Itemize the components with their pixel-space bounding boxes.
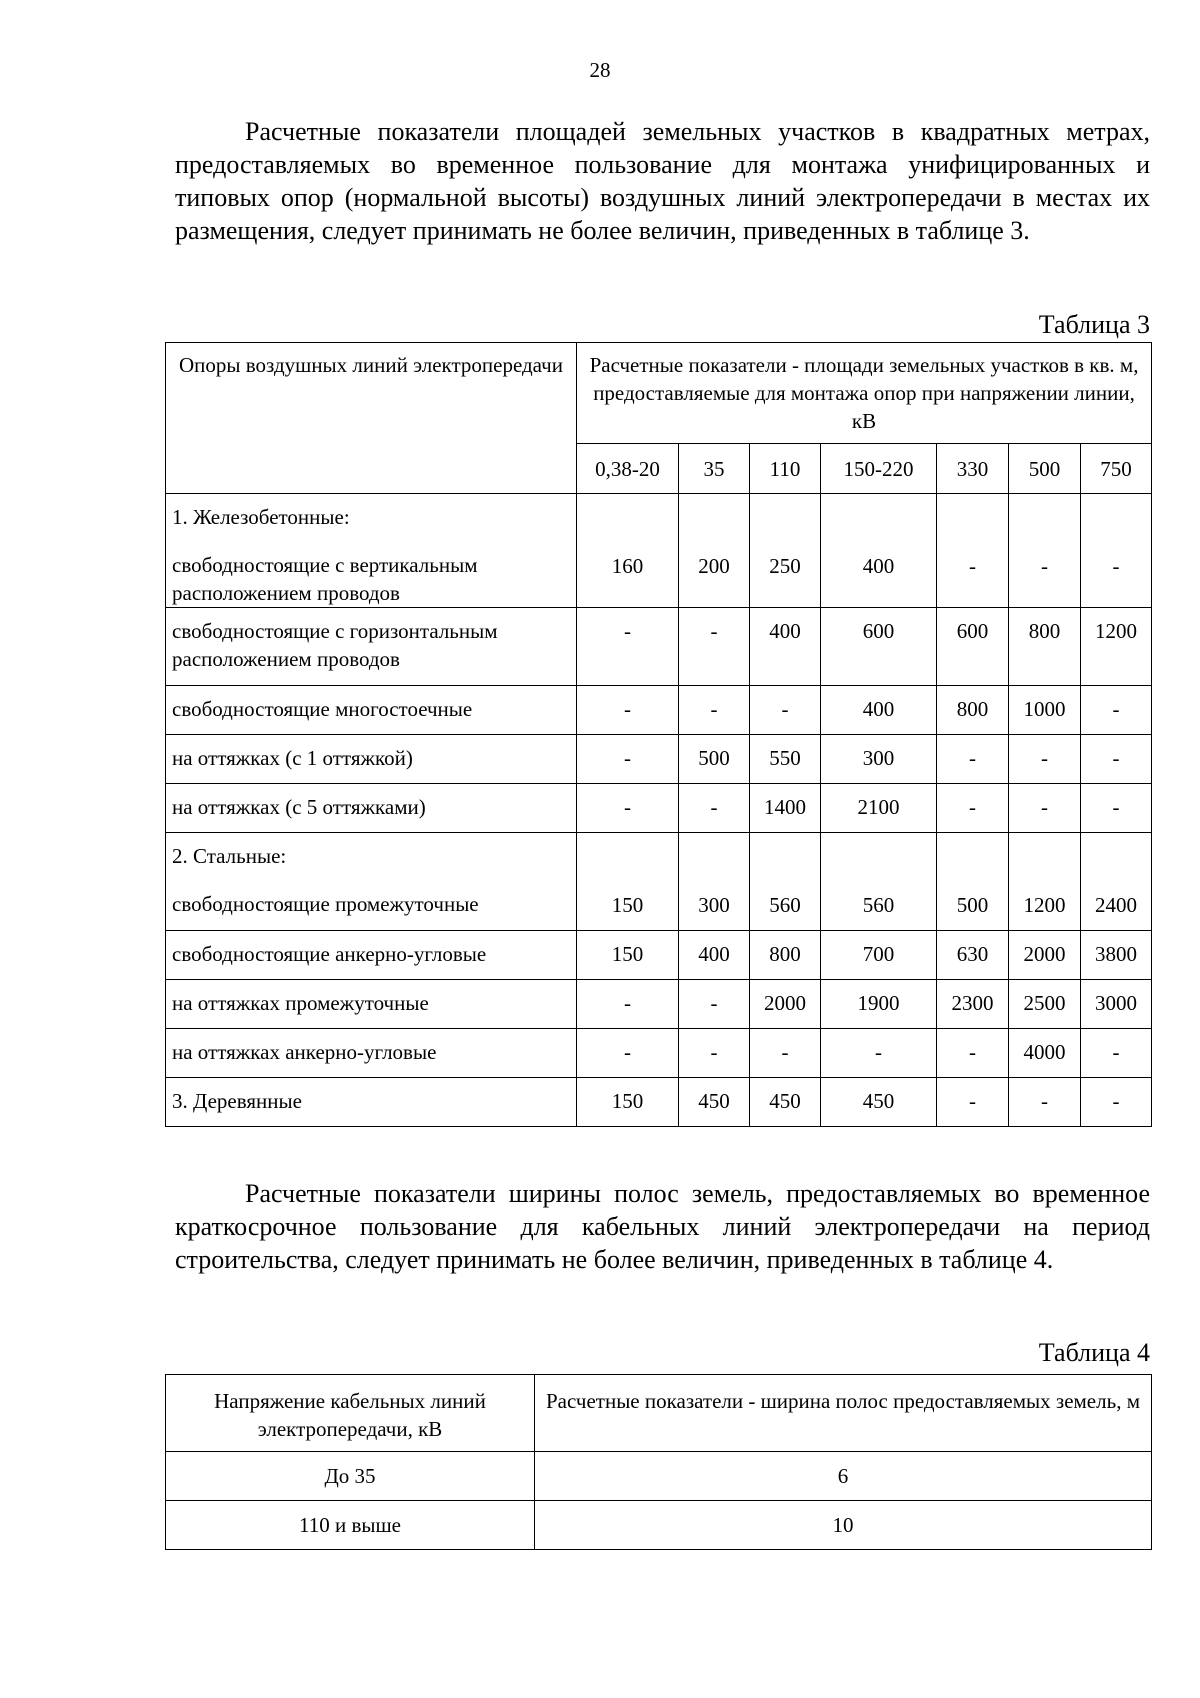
table3-header-indicators: Расчетные показатели - площади земельных участков в кв. м, предоставляемые для монтажа опор при напряжении линии, кВ	[577, 343, 1152, 444]
row-label: свободностоящие многостоечные	[166, 686, 577, 735]
value-cell: 1200	[1009, 833, 1081, 931]
value-cell: 200	[679, 494, 750, 608]
paragraph-table4-intro: Расчетные показатели ширины полос земель, предоставляемых во временное краткосрочное пользование для кабельных линий электропередачи на период строительства, следует принимать не более величин, приведенных в таблице 4.	[175, 1179, 1150, 1274]
value-cell: 560	[821, 833, 937, 931]
value-cell: -	[577, 686, 679, 735]
value-cell: 1900	[821, 980, 937, 1029]
value-cell: 3000	[1081, 980, 1152, 1029]
value-cell: 1000	[1009, 686, 1081, 735]
value-cell: -	[750, 1029, 821, 1078]
value-cell: 600	[821, 608, 937, 686]
value-cell: -	[577, 735, 679, 784]
value-cell: 500	[679, 735, 750, 784]
value-cell: -	[679, 686, 750, 735]
value-cell: -	[577, 784, 679, 833]
table4-header-width: Расчетные показатели - ширина полос предоставляемых земель, м	[535, 1375, 1152, 1452]
value-cell: 550	[750, 735, 821, 784]
value-cell: 800	[750, 931, 821, 980]
value-cell: -	[937, 494, 1009, 608]
value-cell: -	[750, 686, 821, 735]
table-row	[166, 833, 1152, 931]
value-cell: 2400	[1081, 833, 1152, 931]
value-cell: -	[937, 1029, 1009, 1078]
value-cell: 400	[821, 494, 937, 608]
value-cell: -	[1009, 784, 1081, 833]
table4-caption: Таблица 4	[1038, 1338, 1150, 1367]
paragraph-table3-intro: Расчетные показатели площадей земельных участков в квадратных метрах, предоставляемых во временное пользование для монтажа унифицированных и типовых опор (нормальной высоты) воздушных линий электропередачи в местах их размещения, следует принимать не более величин, приведенных в таблице 3.	[175, 117, 1150, 245]
row-label: свободностоящие анкерно-угловые	[166, 931, 577, 980]
value-cell: 150	[577, 833, 679, 931]
value-cell: 2500	[1009, 980, 1081, 1029]
table4-header-voltage: Напряжение кабельных линий электропередачи, кВ	[166, 1375, 535, 1452]
value-cell: 700	[821, 931, 937, 980]
table-row	[166, 608, 1152, 686]
voltage-cell: До 35	[166, 1452, 535, 1501]
value-cell: -	[1009, 735, 1081, 784]
table3-caption: Таблица 3	[1038, 310, 1150, 339]
width-cell: 10	[535, 1501, 1152, 1550]
table3	[165, 342, 1152, 1127]
value-cell: -	[1081, 735, 1152, 784]
table-row	[166, 686, 1152, 735]
voltage-cell: 110 и выше	[166, 1501, 535, 1550]
value-cell: 150	[577, 931, 679, 980]
value-cell: 400	[679, 931, 750, 980]
value-cell: -	[1009, 494, 1081, 608]
group-title-concrete: 1. Железобетонные:	[172, 505, 350, 529]
value-cell: -	[1081, 686, 1152, 735]
value-cell: 400	[750, 608, 821, 686]
value-cell: -	[679, 784, 750, 833]
table4	[165, 1374, 1152, 1550]
value-cell: 2000	[1009, 931, 1081, 980]
value-cell: -	[937, 784, 1009, 833]
row-label: на оттяжках (с 1 оттяжкой)	[166, 735, 577, 784]
row-label-text: свободностоящие с вертикальным расположением проводов	[172, 553, 478, 605]
value-cell: 400	[821, 686, 937, 735]
value-cell: -	[1081, 1078, 1152, 1127]
value-cell: 560	[750, 833, 821, 931]
voltage-header: 110	[750, 444, 821, 494]
value-cell: 500	[937, 833, 1009, 931]
value-cell: -	[937, 1078, 1009, 1127]
voltage-header: 0,38-20	[577, 444, 679, 494]
value-cell: -	[1081, 784, 1152, 833]
value-cell: 2300	[937, 980, 1009, 1029]
row-label: на оттяжках промежуточные	[166, 980, 577, 1029]
page-number: 28	[589, 58, 611, 82]
value-cell: 300	[679, 833, 750, 931]
row-label	[166, 494, 577, 608]
voltage-header: 750	[1081, 444, 1152, 494]
value-cell: 150	[577, 1078, 679, 1127]
row-label	[166, 833, 577, 931]
table-row	[166, 784, 1152, 833]
table-row	[166, 1452, 1152, 1501]
row-label: на оттяжках (с 5 оттяжками)	[166, 784, 577, 833]
voltage-header: 500	[1009, 444, 1081, 494]
value-cell: 800	[1009, 608, 1081, 686]
row-label: 3. Деревянные	[166, 1078, 577, 1127]
table3-header-supports: Опоры воздушных линий электропередачи	[166, 343, 577, 494]
table-row	[166, 931, 1152, 980]
table-row	[166, 980, 1152, 1029]
width-cell: 6	[535, 1452, 1152, 1501]
value-cell: -	[937, 735, 1009, 784]
value-cell: -	[821, 1029, 937, 1078]
value-cell: 1400	[750, 784, 821, 833]
value-cell: -	[1009, 1078, 1081, 1127]
table3-header-row	[166, 343, 1152, 444]
value-cell: -	[1081, 1029, 1152, 1078]
value-cell: 800	[937, 686, 1009, 735]
value-cell: 2100	[821, 784, 937, 833]
value-cell: 450	[679, 1078, 750, 1127]
value-cell: 300	[821, 735, 937, 784]
value-cell: -	[577, 1029, 679, 1078]
table-row	[166, 1078, 1152, 1127]
value-cell: 3800	[1081, 931, 1152, 980]
row-label: на оттяжках анкерно-угловые	[166, 1029, 577, 1078]
voltage-header: 330	[937, 444, 1009, 494]
voltage-header: 150-220	[821, 444, 937, 494]
value-cell: 250	[750, 494, 821, 608]
group-title-steel: 2. Стальные:	[172, 844, 287, 868]
row-label: свободностоящие с горизонтальным расположением проводов	[166, 608, 577, 686]
value-cell: 160	[577, 494, 679, 608]
value-cell: 600	[937, 608, 1009, 686]
table4-header-row	[166, 1375, 1152, 1452]
value-cell: 2000	[750, 980, 821, 1029]
table-row	[166, 735, 1152, 784]
table-row	[166, 1029, 1152, 1078]
table-row	[166, 494, 1152, 608]
value-cell: -	[577, 608, 679, 686]
value-cell: 450	[750, 1078, 821, 1127]
value-cell: -	[679, 1029, 750, 1078]
value-cell: -	[679, 608, 750, 686]
voltage-header: 35	[679, 444, 750, 494]
value-cell: -	[577, 980, 679, 1029]
table-row	[166, 1501, 1152, 1550]
value-cell: 4000	[1009, 1029, 1081, 1078]
value-cell: 450	[821, 1078, 937, 1127]
value-cell: 1200	[1081, 608, 1152, 686]
value-cell: -	[1081, 494, 1152, 608]
row-label-text: свободностоящие промежуточные	[172, 892, 479, 916]
value-cell: 630	[937, 931, 1009, 980]
value-cell: -	[679, 980, 750, 1029]
